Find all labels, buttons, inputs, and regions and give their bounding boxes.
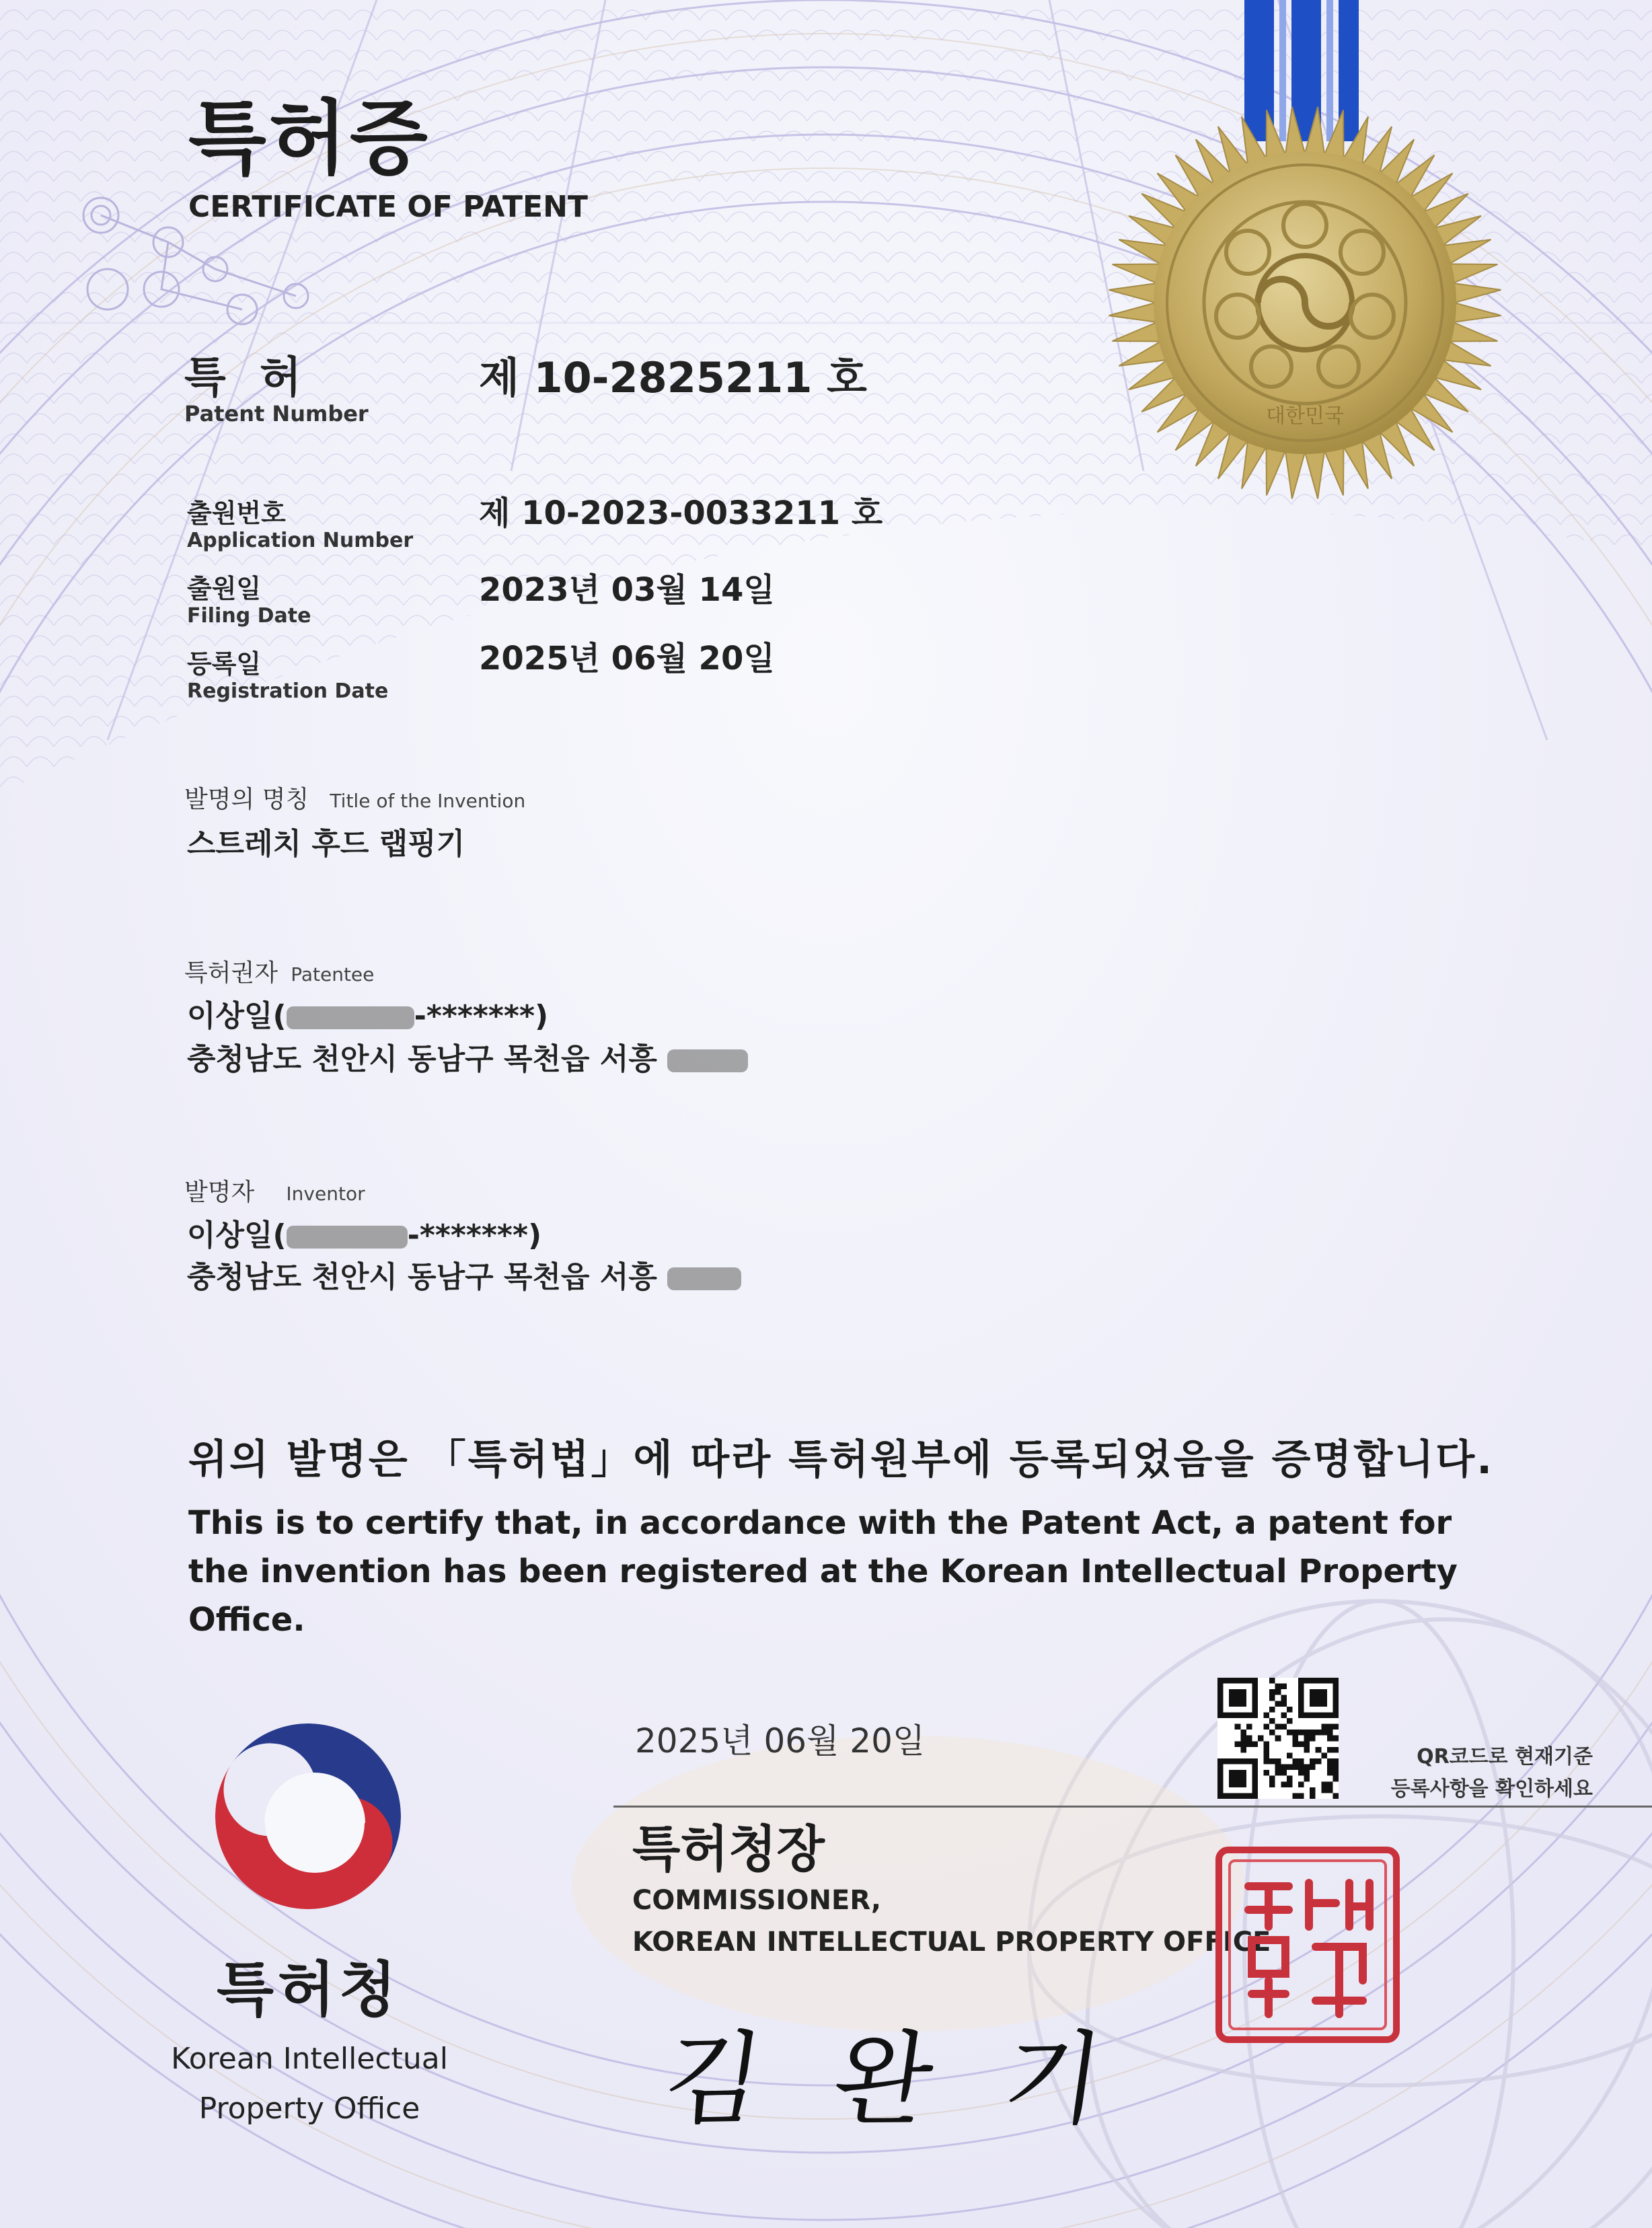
office-name-en-line1: Korean Intellectual <box>171 2042 448 2076</box>
patentee-address-text: 충청남도 천안시 동남구 목천읍 서흥 <box>187 1042 657 1076</box>
application-number-label-en: Application Number <box>187 529 414 552</box>
filing-date-label: 출원일 <box>187 574 262 603</box>
issue-date: 2025년 06월 20일 <box>635 1721 926 1760</box>
inventor-label: 발명자 <box>184 1179 255 1206</box>
redaction-mark <box>287 1226 408 1249</box>
invention-label: 발명의 명칭 <box>184 786 309 813</box>
certificate-title-en: CERTIFICATE OF PATENT <box>188 190 588 224</box>
patentee-label: 특허권자 <box>184 959 278 987</box>
qr-caption <box>1357 1741 1593 1806</box>
commissioner-signature: 김 완 기 <box>656 2021 1131 2139</box>
office-name-en <box>161 2034 457 2134</box>
patent-number-label-en: Patent Number <box>184 401 369 426</box>
invention-title: 스트레치 후드 랩핑기 <box>187 827 465 861</box>
registration-date-label: 등록일 <box>187 649 262 679</box>
commissioner-title-en-line2: KOREAN INTELLECTUAL PROPERTY OFFICE <box>632 1927 1271 1958</box>
certification-text-en: This is to certify that, in accordance with the Patent Act, a patent for the invention has been registered at the Korean Intellectual Property Office. <box>188 1504 1458 1639</box>
certification-text-ko: 위의 발명은 「특허법」에 따라 특허원부에 등록되었음을 증명합니다. <box>188 1436 1495 1483</box>
inventor-id-suffix: -*******) <box>407 1218 542 1253</box>
commissioner-title-en <box>632 1880 1271 1963</box>
signature-rule <box>613 1806 1652 1808</box>
patentee-label-en: Patentee <box>291 963 375 986</box>
inventor-name-text: 이상일( <box>187 1218 287 1253</box>
qr-code <box>1217 1678 1339 1799</box>
registration-date-label-en: Registration Date <box>187 679 389 703</box>
filing-date-value: 2023년 03월 14일 <box>479 571 775 609</box>
gold-seal-emblem <box>1103 101 1507 505</box>
inventor-label-en: Inventor <box>286 1183 365 1205</box>
registration-date-value: 2025년 06월 20일 <box>479 640 775 677</box>
office-name-ko: 특허청 <box>217 1955 401 2024</box>
application-number-value: 제 10-2023-0033211 호 <box>479 494 883 532</box>
commissioner-title: 특허청장 <box>632 1820 825 1878</box>
qr-caption-line1: QR코드로 현재기준 <box>1417 1745 1593 1769</box>
certificate-title: 특허증 <box>188 92 430 186</box>
qr-caption-line2: 등록사항을 확인하세요 <box>1390 1777 1593 1801</box>
kipo-logo-icon <box>214 1722 402 1910</box>
application-number-label: 출원번호 <box>187 498 286 528</box>
filing-date-label-en: Filing Date <box>187 604 311 628</box>
inventor-section <box>184 1173 365 1208</box>
patentee-address <box>187 1035 748 1078</box>
inventor-name <box>187 1211 541 1254</box>
patent-number-value: 제 10-2825211 호 <box>479 353 867 402</box>
official-stamp <box>1215 1846 1400 2044</box>
seal-text: 대한민국 <box>1266 404 1344 428</box>
redaction-mark <box>287 1006 414 1029</box>
office-name-en-line2: Property Office <box>198 2091 420 2126</box>
inventor-address-text: 충청남도 천안시 동남구 목천읍 서흥 <box>187 1260 657 1294</box>
patentee-id-suffix: -*******) <box>414 999 549 1033</box>
patentee-name-text: 이상일( <box>187 999 287 1033</box>
invention-section <box>184 780 525 815</box>
redaction-mark <box>667 1267 741 1290</box>
patent-number-label: 특 허 <box>184 353 311 403</box>
inventor-address <box>187 1253 741 1296</box>
patentee-name <box>187 992 548 1035</box>
invention-label-en: Title of the Invention <box>330 790 526 812</box>
commissioner-title-en-line1: COMMISSIONER, <box>632 1885 882 1916</box>
patentee-section <box>184 954 374 988</box>
redaction-mark <box>667 1049 748 1072</box>
